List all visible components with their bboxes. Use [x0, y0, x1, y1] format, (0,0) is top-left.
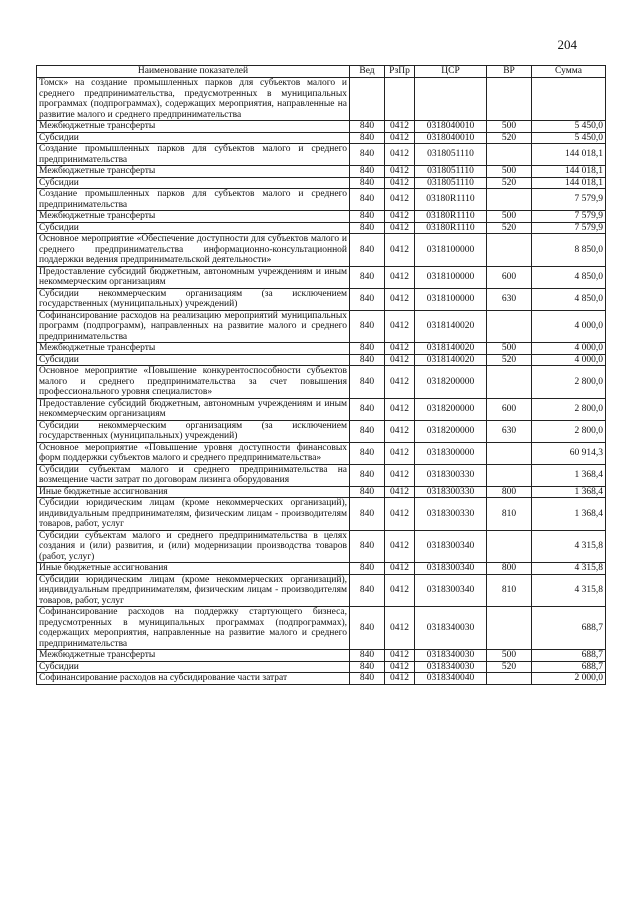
cell-csr: 0318100000 — [415, 266, 487, 288]
cell-rzpr: 0412 — [385, 464, 415, 486]
header-name: Наименование показателей — [37, 66, 350, 78]
cell-rzpr: 0412 — [385, 498, 415, 531]
cell-sum: 4 000,0 — [532, 310, 606, 343]
cell-csr: 0318300340 — [415, 574, 487, 607]
cell-name: Межбюджетные трансферты — [37, 166, 350, 178]
cell-ved: 840 — [350, 498, 385, 531]
cell-csr: 0318040010 — [415, 121, 487, 133]
cell-ved: 840 — [350, 574, 385, 607]
cell-sum: 688,7 — [532, 650, 606, 662]
cell-ved: 840 — [350, 222, 385, 234]
budget-table — [36, 65, 606, 685]
cell-name: Томск» на создание промышленных парков для субъектов малого и среднего предпринимательства, предусмотренных в муниципальных программах (подпрограммах), содержащих мероприятия, направленные на развитие малого и среднего предпринимательства — [37, 78, 350, 121]
cell-name: Межбюджетные трансферты — [37, 211, 350, 223]
cell-rzpr: 0412 — [385, 288, 415, 310]
cell-vr — [487, 78, 532, 121]
cell-csr: 0318340030 — [415, 650, 487, 662]
cell-sum: 144 018,1 — [532, 144, 606, 166]
cell-ved: 840 — [350, 607, 385, 650]
cell-sum: 2 800,0 — [532, 366, 606, 399]
cell-rzpr: 0412 — [385, 343, 415, 355]
cell-csr: 0318300340 — [415, 563, 487, 575]
cell-sum: 4 850,0 — [532, 266, 606, 288]
table-row — [37, 563, 606, 575]
cell-ved: 840 — [350, 673, 385, 685]
cell-rzpr: 0412 — [385, 310, 415, 343]
cell-vr: 520 — [487, 354, 532, 366]
cell-ved: 840 — [350, 398, 385, 420]
cell-rzpr: 0412 — [385, 673, 415, 685]
table-row — [37, 661, 606, 673]
cell-csr: 0318200000 — [415, 366, 487, 399]
cell-vr — [487, 673, 532, 685]
cell-sum: 1 368,4 — [532, 498, 606, 531]
cell-csr: 0318200000 — [415, 398, 487, 420]
cell-csr: 0318040010 — [415, 132, 487, 144]
cell-rzpr: 0412 — [385, 211, 415, 223]
cell-sum: 4 850,0 — [532, 288, 606, 310]
cell-vr — [487, 144, 532, 166]
table-row — [37, 486, 606, 498]
cell-csr: 03180R1110 — [415, 222, 487, 234]
cell-ved: 840 — [350, 132, 385, 144]
cell-name: Субсидии — [37, 354, 350, 366]
cell-ved: 840 — [350, 189, 385, 211]
table-row — [37, 132, 606, 144]
cell-vr: 630 — [487, 288, 532, 310]
table-row — [37, 498, 606, 531]
cell-name: Основное мероприятие «Обеспечение доступности для субъектов малого и среднего предпринимательства информационно-консультационной поддержки ведения предпринимательской деятельности» — [37, 234, 350, 267]
cell-rzpr: 0412 — [385, 189, 415, 211]
cell-ved: 840 — [350, 234, 385, 267]
cell-name: Создание промышленных парков для субъектов малого и среднего предпринимательства — [37, 144, 350, 166]
cell-rzpr: 0412 — [385, 144, 415, 166]
header-rzpr: РзПр — [385, 66, 415, 78]
table-row — [37, 530, 606, 563]
cell-vr — [487, 366, 532, 399]
cell-sum: 1 368,4 — [532, 464, 606, 486]
cell-ved: 840 — [350, 121, 385, 133]
cell-sum: 4 000,0 — [532, 354, 606, 366]
cell-name: Субсидии юридическим лицам (кроме некоммерческих организаций), индивидуальным предпринимателям, физическим лицам - производителям товаров, работ, услуг — [37, 498, 350, 531]
cell-ved: 840 — [350, 266, 385, 288]
cell-rzpr: 0412 — [385, 234, 415, 267]
cell-sum: 688,7 — [532, 661, 606, 673]
table-row — [37, 166, 606, 178]
cell-name: Субсидии некоммерческим организациям (за исключением государственных (муниципальных) учреждений) — [37, 420, 350, 442]
cell-csr: 0318300330 — [415, 464, 487, 486]
table-row — [37, 673, 606, 685]
table-row — [37, 354, 606, 366]
cell-rzpr: 0412 — [385, 121, 415, 133]
cell-csr: 0318300000 — [415, 442, 487, 464]
cell-name: Софинансирование расходов на субсидирование части затрат — [37, 673, 350, 685]
cell-ved — [350, 78, 385, 121]
cell-csr: 0318140020 — [415, 310, 487, 343]
cell-sum: 144 018,1 — [532, 177, 606, 189]
cell-rzpr: 0412 — [385, 354, 415, 366]
cell-name: Иные бюджетные ассигнования — [37, 486, 350, 498]
cell-rzpr: 0412 — [385, 574, 415, 607]
cell-csr: 0318340030 — [415, 661, 487, 673]
cell-csr — [415, 78, 487, 121]
cell-sum: 4 000,0 — [532, 343, 606, 355]
cell-sum: 4 315,8 — [532, 563, 606, 575]
cell-rzpr: 0412 — [385, 166, 415, 178]
cell-rzpr: 0412 — [385, 398, 415, 420]
cell-sum: 4 315,8 — [532, 574, 606, 607]
cell-rzpr: 0412 — [385, 366, 415, 399]
cell-csr: 0318100000 — [415, 288, 487, 310]
table-row — [37, 366, 606, 399]
cell-vr — [487, 530, 532, 563]
cell-rzpr — [385, 78, 415, 121]
cell-csr: 03180R1110 — [415, 189, 487, 211]
table-row — [37, 78, 606, 121]
cell-csr: 0318200000 — [415, 420, 487, 442]
cell-csr: 0318051110 — [415, 166, 487, 178]
cell-name: Софинансирование расходов на поддержку стартующего бизнеса, предусмотренных в муниципальных программах (подпрограммах), содержащих мероприятия, направленные на развитие малого и среднего предпринимательства — [37, 607, 350, 650]
cell-vr: 800 — [487, 563, 532, 575]
cell-vr: 600 — [487, 398, 532, 420]
cell-sum: 60 914,3 — [532, 442, 606, 464]
table-row — [37, 310, 606, 343]
cell-sum: 7 579,9 — [532, 189, 606, 211]
cell-rzpr: 0412 — [385, 177, 415, 189]
cell-vr: 500 — [487, 211, 532, 223]
cell-sum: 144 018,1 — [532, 166, 606, 178]
cell-sum: 1 368,4 — [532, 486, 606, 498]
cell-ved: 840 — [350, 343, 385, 355]
cell-csr: 0318100000 — [415, 234, 487, 267]
cell-csr: 0318340030 — [415, 607, 487, 650]
cell-vr — [487, 464, 532, 486]
cell-name: Субсидии некоммерческим организациям (за исключением государственных (муниципальных) учреждений) — [37, 288, 350, 310]
cell-rzpr: 0412 — [385, 650, 415, 662]
cell-sum: 8 850,0 — [532, 234, 606, 267]
cell-sum: 5 450,0 — [532, 132, 606, 144]
cell-rzpr: 0412 — [385, 563, 415, 575]
table-row — [37, 288, 606, 310]
cell-ved: 840 — [350, 310, 385, 343]
cell-sum: 4 315,8 — [532, 530, 606, 563]
cell-sum: 2 000,0 — [532, 673, 606, 685]
cell-vr: 500 — [487, 343, 532, 355]
cell-vr: 520 — [487, 661, 532, 673]
cell-name: Основное мероприятие «Повышение конкурентоспособности субъектов малого и среднего предпринимательства за счет повышения профессионального уровня специалистов» — [37, 366, 350, 399]
page-number: 204 — [557, 37, 577, 52]
cell-ved: 840 — [350, 464, 385, 486]
cell-csr: 0318140020 — [415, 343, 487, 355]
cell-name: Софинансирование расходов на реализацию мероприятий муниципальных программ (подпрограмм), направленных на развитие малого и среднего предпринимательства — [37, 310, 350, 343]
cell-vr: 810 — [487, 574, 532, 607]
cell-name: Межбюджетные трансферты — [37, 650, 350, 662]
cell-sum: 2 800,0 — [532, 398, 606, 420]
cell-ved: 840 — [350, 177, 385, 189]
cell-name: Предоставление субсидий бюджетным, автономным учреждениям и иным некоммерческим организациям — [37, 266, 350, 288]
cell-ved: 840 — [350, 650, 385, 662]
cell-name: Субсидии субъектам малого и среднего предпринимательства на возмещение части затрат по договорам лизинга оборудования — [37, 464, 350, 486]
cell-vr — [487, 442, 532, 464]
cell-vr: 520 — [487, 132, 532, 144]
cell-csr: 0318140020 — [415, 354, 487, 366]
cell-vr: 520 — [487, 177, 532, 189]
cell-vr — [487, 310, 532, 343]
table-row — [37, 222, 606, 234]
cell-csr: 0318051110 — [415, 144, 487, 166]
cell-vr — [487, 234, 532, 267]
cell-csr: 0318300330 — [415, 498, 487, 531]
table-row — [37, 189, 606, 211]
table-row — [37, 420, 606, 442]
table-row — [37, 144, 606, 166]
cell-name: Субсидии — [37, 661, 350, 673]
table-row — [37, 343, 606, 355]
cell-name: Субсидии юридическим лицам (кроме некоммерческих организаций), индивидуальным предпринимателям, физическим лицам - производителям товаров, работ, услуг — [37, 574, 350, 607]
cell-csr: 03180R1110 — [415, 211, 487, 223]
cell-rzpr: 0412 — [385, 442, 415, 464]
header-csr: ЦСР — [415, 66, 487, 78]
cell-ved: 840 — [350, 211, 385, 223]
cell-ved: 840 — [350, 288, 385, 310]
cell-name: Субсидии субъектам малого и среднего предпринимательства в целях создания и (или) развития, и (или) модернизации производства товаров (работ, услуг) — [37, 530, 350, 563]
cell-name: Иные бюджетные ассигнования — [37, 563, 350, 575]
cell-rzpr: 0412 — [385, 266, 415, 288]
cell-sum: 2 800,0 — [532, 420, 606, 442]
cell-rzpr: 0412 — [385, 530, 415, 563]
table-row — [37, 574, 606, 607]
cell-rzpr: 0412 — [385, 132, 415, 144]
table-header-row — [37, 66, 606, 78]
table-row — [37, 464, 606, 486]
cell-vr: 630 — [487, 420, 532, 442]
cell-ved: 840 — [350, 530, 385, 563]
cell-sum: 688,7 — [532, 607, 606, 650]
cell-ved: 840 — [350, 442, 385, 464]
cell-vr: 520 — [487, 222, 532, 234]
cell-vr: 500 — [487, 166, 532, 178]
table-row — [37, 607, 606, 650]
table-row — [37, 211, 606, 223]
cell-ved: 840 — [350, 486, 385, 498]
cell-sum: 7 579,9 — [532, 211, 606, 223]
cell-csr: 0318300330 — [415, 486, 487, 498]
cell-name: Межбюджетные трансферты — [37, 343, 350, 355]
cell-vr: 810 — [487, 498, 532, 531]
cell-rzpr: 0412 — [385, 661, 415, 673]
cell-rzpr: 0412 — [385, 486, 415, 498]
cell-sum: 5 450,0 — [532, 121, 606, 133]
cell-ved: 840 — [350, 563, 385, 575]
table-row — [37, 442, 606, 464]
header-vr: ВР — [487, 66, 532, 78]
cell-name: Межбюджетные трансферты — [37, 121, 350, 133]
cell-csr: 0318051110 — [415, 177, 487, 189]
cell-sum — [532, 78, 606, 121]
cell-csr: 0318300340 — [415, 530, 487, 563]
cell-rzpr: 0412 — [385, 420, 415, 442]
cell-vr: 800 — [487, 486, 532, 498]
cell-name: Предоставление субсидий бюджетным, автономным учреждениям и иным некоммерческим организациям — [37, 398, 350, 420]
cell-vr — [487, 189, 532, 211]
cell-rzpr: 0412 — [385, 222, 415, 234]
cell-vr: 500 — [487, 650, 532, 662]
cell-ved: 840 — [350, 144, 385, 166]
cell-vr: 600 — [487, 266, 532, 288]
cell-vr: 500 — [487, 121, 532, 133]
cell-ved: 840 — [350, 366, 385, 399]
cell-name: Основное мероприятие «Повышение уровня доступности финансовых форм поддержки субъектов малого и среднего предпринимательства» — [37, 442, 350, 464]
cell-ved: 840 — [350, 354, 385, 366]
cell-ved: 840 — [350, 166, 385, 178]
table-row — [37, 398, 606, 420]
table-row — [37, 266, 606, 288]
cell-name: Субсидии — [37, 177, 350, 189]
table-row — [37, 121, 606, 133]
cell-csr: 0318340040 — [415, 673, 487, 685]
cell-vr — [487, 607, 532, 650]
cell-ved: 840 — [350, 420, 385, 442]
table-row — [37, 177, 606, 189]
cell-name: Субсидии — [37, 132, 350, 144]
cell-ved: 840 — [350, 661, 385, 673]
cell-rzpr: 0412 — [385, 607, 415, 650]
cell-name: Субсидии — [37, 222, 350, 234]
cell-sum: 7 579,9 — [532, 222, 606, 234]
table-row — [37, 650, 606, 662]
table-body — [37, 78, 606, 685]
header-ved: Вед — [350, 66, 385, 78]
cell-name: Создание промышленных парков для субъектов малого и среднего предпринимательства — [37, 189, 350, 211]
table-row — [37, 234, 606, 267]
header-sum: Сумма — [532, 66, 606, 78]
